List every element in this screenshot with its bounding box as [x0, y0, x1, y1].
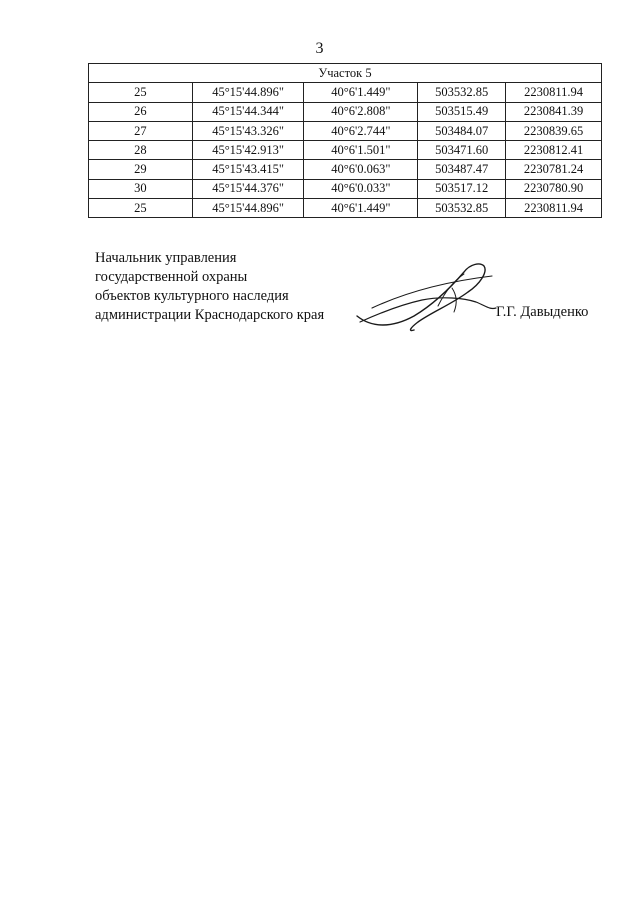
table-row: [89, 102, 602, 121]
longitude-cell: 40°6'0.033": [304, 179, 418, 198]
y-coordinate-cell: 2230839.65: [506, 121, 602, 140]
x-coordinate-cell: 503532.85: [418, 199, 506, 218]
longitude-cell: 40°6'2.808": [304, 102, 418, 121]
x-coordinate-cell: 503484.07: [418, 121, 506, 140]
y-coordinate-cell: 2230781.24: [506, 160, 602, 179]
longitude-cell: 40°6'1.449": [304, 199, 418, 218]
table-row: [89, 121, 602, 140]
position-line: администрации Краснодарского края: [95, 307, 325, 323]
table-row: [89, 83, 602, 102]
signatory-name: Г.Г. Давыденко: [496, 304, 589, 320]
signatory-position: [95, 249, 355, 325]
point-number-cell: 27: [89, 121, 193, 140]
point-number-cell: 25: [89, 199, 193, 218]
latitude-cell: 45°15'42.913": [192, 141, 304, 160]
y-coordinate-cell: 2230811.94: [506, 83, 602, 102]
latitude-cell: 45°15'44.376": [192, 179, 304, 198]
y-coordinate-cell: 2230841.39: [506, 102, 602, 121]
latitude-cell: 45°15'43.415": [192, 160, 304, 179]
page-number: 3: [315, 40, 324, 57]
x-coordinate-cell: 503517.12: [418, 179, 506, 198]
point-number-cell: 29: [89, 160, 193, 179]
section-title: Участок 5: [89, 64, 602, 83]
y-coordinate-cell: 2230811.94: [506, 199, 602, 218]
x-coordinate-cell: 503487.47: [418, 160, 506, 179]
point-number-cell: 30: [89, 179, 193, 198]
x-coordinate-cell: 503515.49: [418, 102, 506, 121]
section-header-row: [89, 64, 602, 83]
longitude-cell: 40°6'0.063": [304, 160, 418, 179]
coordinates-table: [88, 63, 602, 218]
y-coordinate-cell: 2230812.41: [506, 141, 602, 160]
table-row: [89, 179, 602, 198]
y-coordinate-cell: 2230780.90: [506, 179, 602, 198]
position-line: Начальник управления: [95, 250, 237, 266]
table-row: [89, 199, 602, 218]
x-coordinate-cell: 503532.85: [418, 83, 506, 102]
latitude-cell: 45°15'43.326": [192, 121, 304, 140]
longitude-cell: 40°6'2.744": [304, 121, 418, 140]
table-row: [89, 141, 602, 160]
point-number-cell: 28: [89, 141, 193, 160]
longitude-cell: 40°6'1.501": [304, 141, 418, 160]
table-row: [89, 160, 602, 179]
point-number-cell: 26: [89, 102, 193, 121]
latitude-cell: 45°15'44.344": [192, 102, 304, 121]
handwritten-signature: [352, 258, 502, 338]
position-line: объектов культурного наследия: [95, 288, 289, 304]
position-line: государственной охраны: [95, 269, 248, 285]
point-number-cell: 25: [89, 83, 193, 102]
x-coordinate-cell: 503471.60: [418, 141, 506, 160]
latitude-cell: 45°15'44.896": [192, 83, 304, 102]
latitude-cell: 45°15'44.896": [192, 199, 304, 218]
longitude-cell: 40°6'1.449": [304, 83, 418, 102]
